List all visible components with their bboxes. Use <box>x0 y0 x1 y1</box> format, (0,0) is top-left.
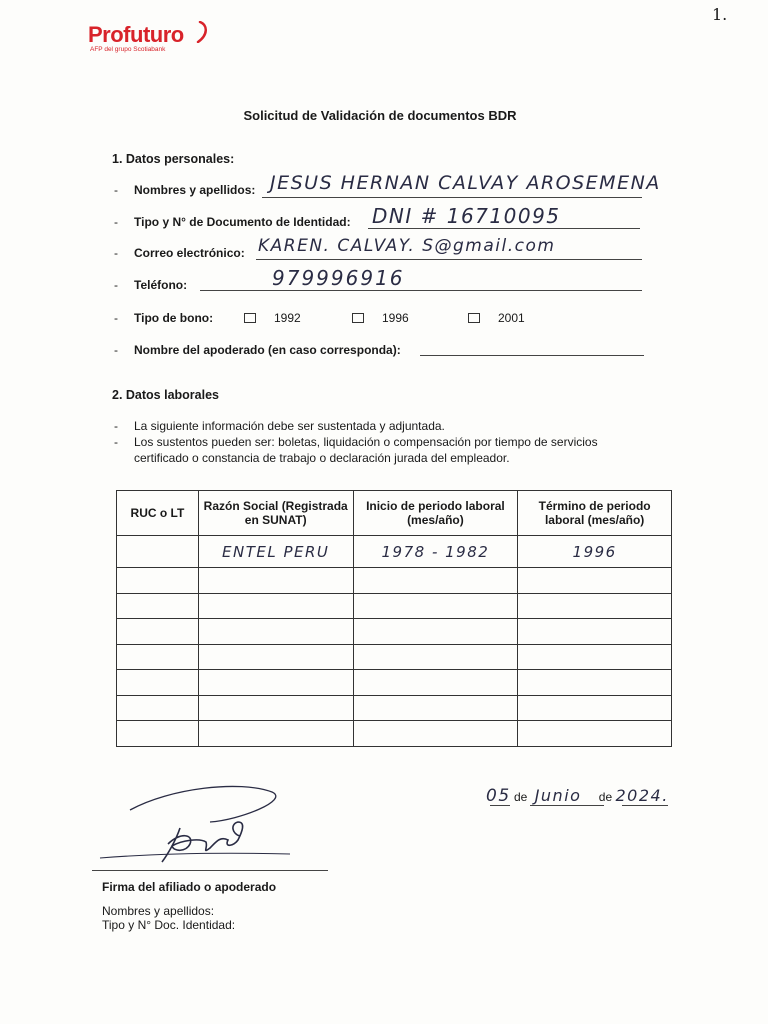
table-cell[interactable]: 1978 - 1982 <box>353 536 518 568</box>
telefono-line <box>200 290 642 291</box>
bullet-dash: - <box>114 183 118 197</box>
apoderado-line[interactable] <box>420 355 644 356</box>
nombres-line <box>262 197 642 198</box>
table-cell[interactable] <box>353 568 518 594</box>
table-cell[interactable] <box>117 644 199 670</box>
section-1-heading: 1. Datos personales: <box>112 152 235 166</box>
bullet-dash: - <box>114 343 118 357</box>
correo-label: Correo electrónico: <box>134 246 245 260</box>
date-year[interactable]: 2024. <box>615 786 669 805</box>
table-cell[interactable] <box>198 695 353 721</box>
table-cell[interactable] <box>117 721 199 747</box>
table-cell[interactable] <box>198 593 353 619</box>
bono-option-2001[interactable]: 2001 <box>468 311 525 325</box>
table-row <box>117 670 672 696</box>
handwritten-signature <box>90 770 330 870</box>
bono-label: Tipo de bono: <box>134 311 214 325</box>
bullet-dash: - <box>114 311 118 325</box>
table-cell[interactable] <box>117 593 199 619</box>
table-row <box>117 593 672 619</box>
table-row <box>117 644 672 670</box>
table-cell[interactable] <box>518 644 672 670</box>
table-row <box>117 619 672 645</box>
table-cell[interactable] <box>117 670 199 696</box>
nombres-value[interactable]: JESUS HERNAN CALVAY AROSEMENA <box>270 172 661 194</box>
table-cell[interactable]: ENTEL PERU <box>198 536 353 568</box>
telefono-value[interactable]: 979996916 <box>272 266 405 290</box>
firma-label: Firma del afiliado o apoderado <box>102 880 277 894</box>
bullet-dash: - <box>114 246 118 260</box>
table-header-row <box>117 491 672 536</box>
table-cell[interactable] <box>198 644 353 670</box>
table-cell[interactable] <box>518 695 672 721</box>
bullet-item: - Los sustentos pueden ser: boletas, liquidación o compensación por tiempo de servicios <box>114 435 598 449</box>
table-cell[interactable] <box>353 593 518 619</box>
brand-name: Profuturo <box>88 22 184 47</box>
footer-doc-label: Tipo y N° Doc. Identidad: <box>102 918 236 932</box>
table-cell[interactable] <box>198 721 353 747</box>
table-cell[interactable] <box>353 644 518 670</box>
nombres-label: Nombres y apellidos: <box>134 183 256 197</box>
documento-line <box>368 228 640 229</box>
table-cell[interactable] <box>117 536 199 568</box>
section-2-heading: 2. Datos laborales <box>112 388 219 402</box>
checkbox-1992[interactable] <box>244 313 256 323</box>
page-number: 1. <box>712 5 728 24</box>
date-day-line <box>490 805 510 806</box>
bullet-dash: - <box>114 278 118 292</box>
date-year-line <box>622 805 668 806</box>
bullet-dash: - <box>114 215 118 229</box>
bullet-item-continuation: certificado o constancia de trabajo o declaración jurada del empleador. <box>134 451 510 465</box>
table-cell[interactable] <box>198 619 353 645</box>
table-cell[interactable] <box>117 619 199 645</box>
work-history-table <box>116 490 672 747</box>
telefono-label: Teléfono: <box>134 278 188 292</box>
date-month[interactable]: Junio <box>534 786 582 805</box>
signature-line <box>92 870 328 871</box>
table-row <box>117 721 672 747</box>
signature-date <box>486 786 669 806</box>
apoderado-label: Nombre del apoderado (en caso corresponda): <box>134 343 401 357</box>
section-2-bullets <box>114 418 598 466</box>
table-cell[interactable] <box>198 568 353 594</box>
header-inicio: Inicio de periodo laboral (mes/año) <box>353 491 518 536</box>
documento-label: Tipo y N° de Documento de Identidad: <box>134 215 351 229</box>
table-cell[interactable] <box>353 721 518 747</box>
header-razon-social: Razón Social (Registrada en SUNAT) <box>198 491 353 536</box>
table-cell[interactable] <box>518 593 672 619</box>
bono-option-1992[interactable]: 1992 <box>244 311 301 325</box>
table-cell[interactable]: 1996 <box>518 536 672 568</box>
table-cell[interactable] <box>353 619 518 645</box>
table-cell[interactable] <box>518 568 672 594</box>
table-cell[interactable] <box>117 568 199 594</box>
date-de: de <box>598 790 613 804</box>
date-de: de <box>513 790 528 804</box>
documento-value[interactable]: DNI # 16710095 <box>372 204 561 228</box>
table-cell[interactable] <box>117 695 199 721</box>
table-cell[interactable] <box>353 670 518 696</box>
table-cell[interactable] <box>518 670 672 696</box>
footer-nombres-label: Nombres y apellidos: <box>102 904 215 918</box>
header-ruc: RUC o LT <box>117 491 199 536</box>
date-month-line <box>530 805 604 806</box>
brand-tagline: AFP del grupo Scotiabank <box>90 46 166 53</box>
correo-value[interactable]: KAREN. CALVAY. S@gmail.com <box>258 236 556 256</box>
table-cell[interactable] <box>353 695 518 721</box>
bono-option-1996[interactable]: 1996 <box>352 311 409 325</box>
table-cell[interactable] <box>518 619 672 645</box>
date-day[interactable]: 05 <box>486 786 511 806</box>
table-row <box>117 568 672 594</box>
header-termino: Término de periodo laboral (mes/año) <box>518 491 672 536</box>
document-title: Solicitud de Validación de documentos BDR <box>243 108 517 123</box>
profuturo-logo <box>88 22 184 53</box>
logo-swoosh-icon <box>196 21 210 43</box>
correo-line <box>256 259 642 260</box>
table-row <box>117 695 672 721</box>
checkbox-2001[interactable] <box>468 313 480 323</box>
checkbox-1996[interactable] <box>352 313 364 323</box>
table-row <box>117 536 672 568</box>
table-cell[interactable] <box>198 670 353 696</box>
table-cell[interactable] <box>518 721 672 747</box>
bullet-item: - La siguiente información debe ser sustentada y adjuntada. <box>114 419 445 433</box>
